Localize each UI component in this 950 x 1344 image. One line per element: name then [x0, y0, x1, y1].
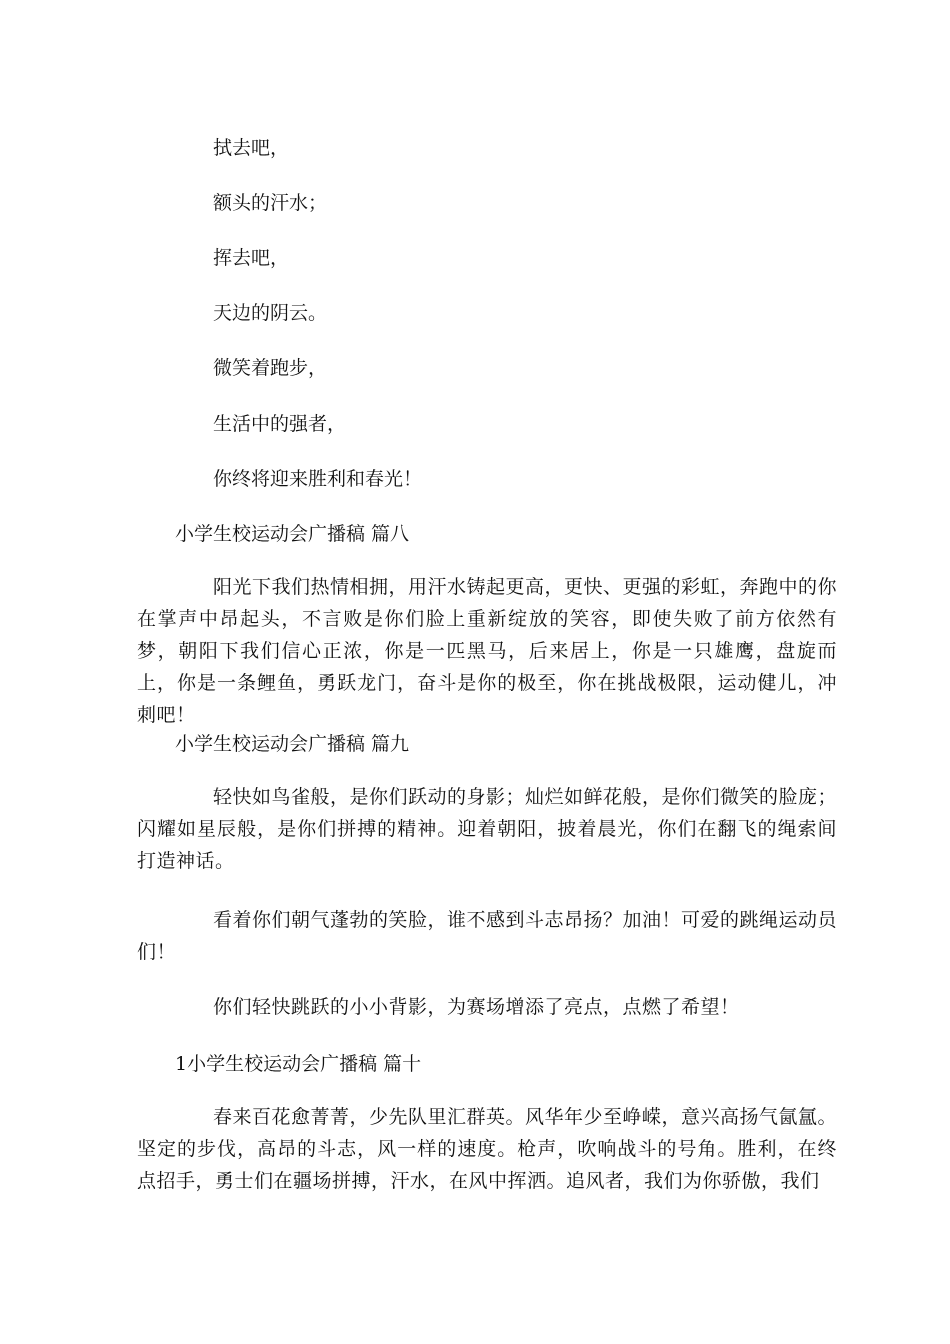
poem-line: 拭去吧，	[213, 137, 290, 159]
poem-line: 挥去吧，	[213, 247, 290, 269]
poem-line: 生活中的强者，	[213, 413, 347, 435]
section-paragraph: 春来百花愈菁菁，少先队里汇群英。风华年少至峥嵘，意兴高扬气氤氲。坚定的步伐，高昂的斗志，风一样的速度。枪声，吹响战斗的号角。胜利，在终点招手，勇士们在疆场拼搏，汗水，在风中挥洒。追风者，我们为你骄傲，我们	[137, 1106, 838, 1192]
poem-line: 天边的阴云。	[213, 302, 328, 324]
section-paragraph: 轻快如鸟雀般，是你们跃动的身影；灿烂如鲜花般，是你们微笑的脸庞；闪耀如星辰般，是你们拼搏的精神。迎着朝阳，披着晨光，你们在翻飞的绳索间打造神话。	[137, 786, 838, 872]
section-paragraph: 看着你们朝气蓬勃的笑脸，谁不感到斗志昂扬？加油！可爱的跳绳运动员们！	[137, 909, 838, 963]
section-heading: 小学生校运动会广播稿 篇八	[175, 523, 410, 545]
section-heading: 1小学生校运动会广播稿 篇十	[175, 1053, 422, 1075]
poem-line: 额头的汗水；	[213, 192, 328, 214]
section-paragraph: 你们轻快跳跃的小小背影，为赛场增添了亮点，点燃了希望！	[213, 996, 740, 1018]
poem-line: 微笑着跑步，	[213, 357, 328, 379]
section-paragraph: 阳光下我们热情相拥，用汗水铸起更高，更快、更强的彩虹，奔跑中的你在掌声中昂起头，不言败是你们脸上重新绽放的笑容，即使失败了前方依然有梦，朝阳下我们信心正浓，你是一匹黑马，后来居上，你是一只雄鹰，盘旋而上，你是一条鲤鱼，勇跃龙门，奋斗是你的极至，你在挑战极限，运动健儿，冲刺吧！	[137, 576, 838, 726]
poem-line: 你终将迎来胜利和春光！	[213, 468, 423, 490]
section-heading: 小学生校运动会广播稿 篇九	[175, 733, 410, 755]
